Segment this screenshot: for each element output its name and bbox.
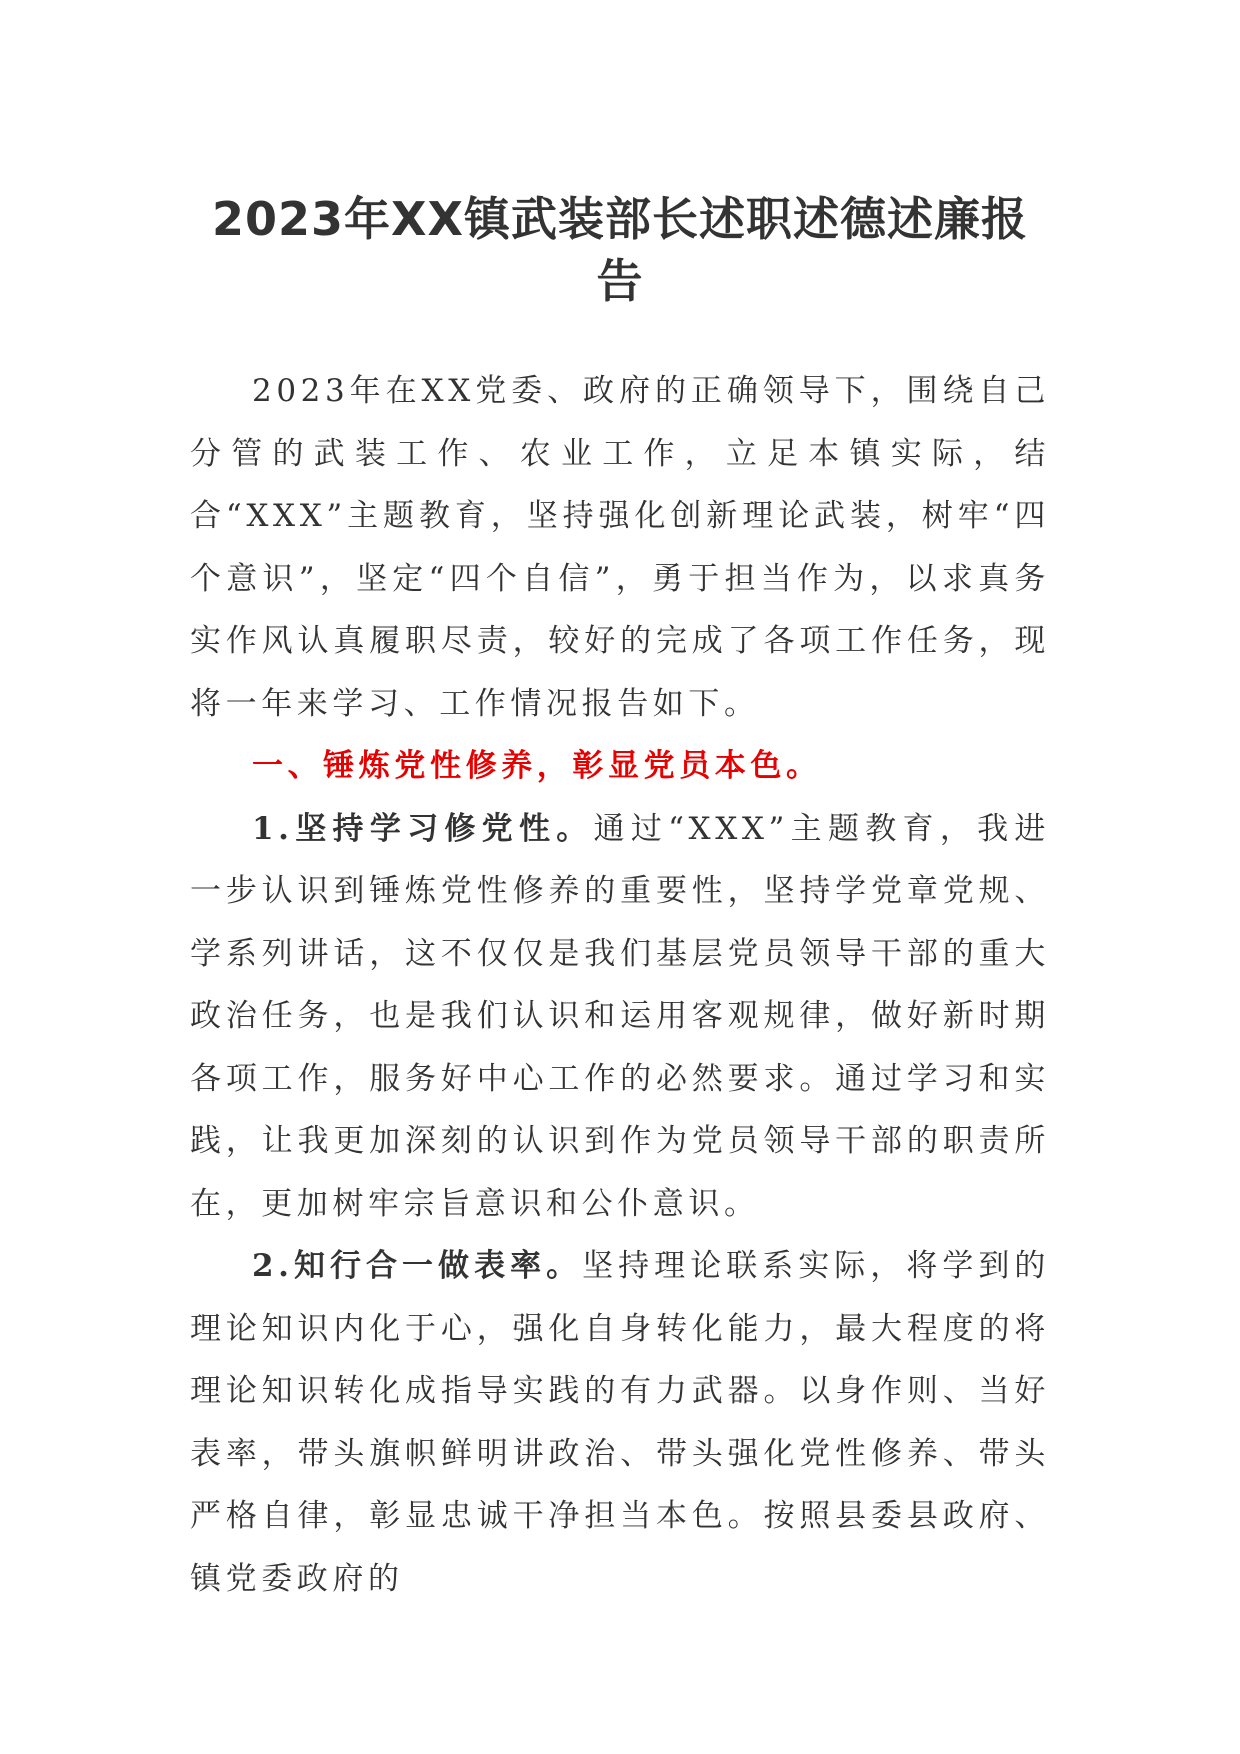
intro-paragraph: 2023年在XX党委、政府的正确领导下，围绕自己分管的武装工作、农业工作，立足本镇实际，结合“XXX”主题教育，坚持强化创新理论武装，树牢“四个意识”，坚定“四个自信”，勇于担当作为，以求真务实作风认真履职尽责，较好的完成了各项工作任务，现将一年来学习、工作情况报告如下。 <box>190 373 1050 722</box>
item-lead-2: 2.知行合一做表率。 <box>252 1248 583 1284</box>
item-paragraph-2 <box>190 1235 1050 1610</box>
item-lead-1: 1.坚持学习修党性。 <box>252 810 594 847</box>
document-body <box>190 360 1050 1610</box>
item-paragraph-1 <box>190 798 1050 1236</box>
item-text-1: 通过“XXX”主题教育，我进一步认识到锤炼党性修养的重要性，坚持学党章党规、学系列讲话，这不仅仅是我们基层党员领导干部的重大政治任务，也是我们认识和运用客观规律，做好新时期各项工作，服务好中心工作的必然要求。通过学习和实践，让我更加深刻的认识到作为党员领导干部的职责所在，更加树牢宗旨意识和公仆意识。 <box>190 810 1050 1222</box>
document-title: 2023年XX镇武装部长述职述德述廉报告 <box>212 192 1028 308</box>
item-text-2: 坚持理论联系实际，将学到的理论知识内化于心，强化自身转化能力，最大程度的将理论知识转化成指导实践的有力武器。以身作则、当好表率，带头旗帜鲜明讲政治、带头强化党性修养、带头严格自律，彰显忠诚干净担当本色。按照县委县政府、镇党委政府的 <box>190 1248 1050 1597</box>
section-heading-1: 一、锤炼党性修养，彰显党员本色。 <box>252 748 822 784</box>
